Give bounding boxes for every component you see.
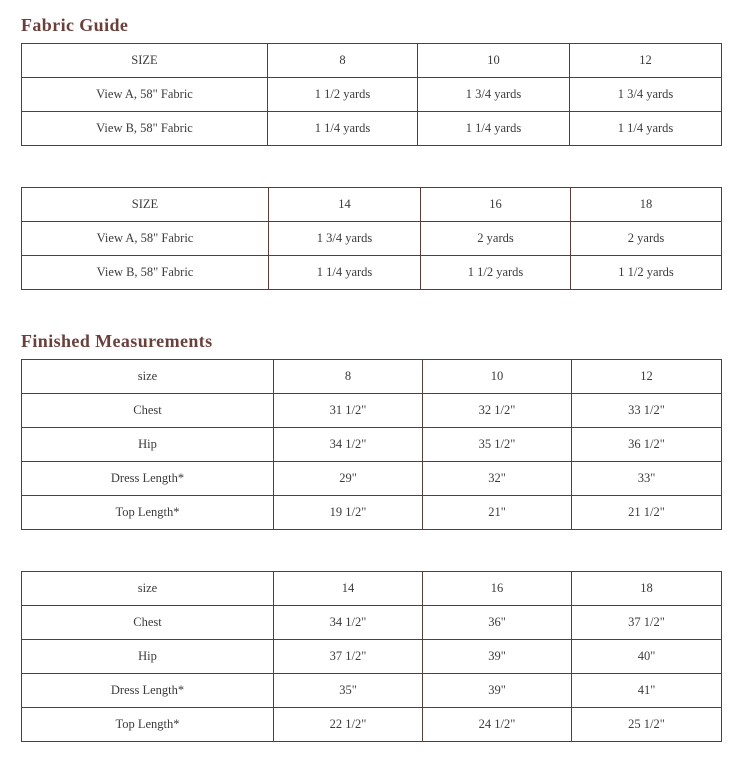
table-cell: 1 1/2 yards — [421, 256, 571, 290]
table-cell: 35 1/2" — [423, 428, 572, 462]
row-label: Chest — [22, 606, 274, 640]
table-cell: 1 1/2 yards — [268, 78, 418, 112]
table-cell: 39" — [423, 674, 572, 708]
header-cell: 16 — [423, 572, 572, 606]
header-cell: size — [22, 572, 274, 606]
row-label: Dress Length* — [22, 462, 274, 496]
table-cell: 25 1/2" — [572, 708, 722, 742]
table-row — [22, 708, 722, 742]
table-cell: 1 1/2 yards — [571, 256, 722, 290]
row-label: View B, 58" Fabric — [22, 256, 269, 290]
table-cell: 34 1/2" — [274, 606, 423, 640]
table-cell: 1 3/4 yards — [570, 78, 722, 112]
row-label: Top Length* — [22, 496, 274, 530]
table-row — [22, 256, 722, 290]
table-cell: 29" — [274, 462, 423, 496]
header-cell: 10 — [423, 360, 572, 394]
table-row — [22, 496, 722, 530]
table-row — [22, 428, 722, 462]
header-cell: 8 — [274, 360, 423, 394]
table-cell: 32" — [423, 462, 572, 496]
table-cell: 31 1/2" — [274, 394, 423, 428]
finished-measurements-heading: Finished Measurements — [21, 331, 213, 351]
table-cell: 39" — [423, 640, 572, 674]
fabric-guide-table-sizes-8-12 — [21, 43, 722, 146]
finished-measurements-table-sizes-14-18 — [21, 571, 722, 742]
row-label: View A, 58" Fabric — [22, 222, 269, 256]
row-label: View A, 58" Fabric — [22, 78, 268, 112]
row-label: Hip — [22, 428, 274, 462]
table-cell: 41" — [572, 674, 722, 708]
header-cell: 14 — [269, 188, 421, 222]
table-cell: 36" — [423, 606, 572, 640]
header-cell: 10 — [418, 44, 570, 78]
header-cell: 8 — [268, 44, 418, 78]
row-label: View B, 58" Fabric — [22, 112, 268, 146]
header-cell: 18 — [572, 572, 722, 606]
table-header-row — [22, 572, 722, 606]
table-row — [22, 112, 722, 146]
header-cell: 12 — [570, 44, 722, 78]
row-label: Chest — [22, 394, 274, 428]
table-row — [22, 222, 722, 256]
header-cell: SIZE — [22, 188, 269, 222]
header-cell: 14 — [274, 572, 423, 606]
table-cell: 21" — [423, 496, 572, 530]
table-cell: 33 1/2" — [572, 394, 722, 428]
table-cell: 2 yards — [421, 222, 571, 256]
table-cell: 33" — [572, 462, 722, 496]
table-cell: 1 1/4 yards — [418, 112, 570, 146]
table-cell: 37 1/2" — [572, 606, 722, 640]
row-label: Hip — [22, 640, 274, 674]
table-cell: 19 1/2" — [274, 496, 423, 530]
header-cell: SIZE — [22, 44, 268, 78]
finished-measurements-table-sizes-8-12 — [21, 359, 722, 530]
table-header-row — [22, 188, 722, 222]
table-cell: 32 1/2" — [423, 394, 572, 428]
table-cell: 24 1/2" — [423, 708, 572, 742]
table-row — [22, 640, 722, 674]
table-cell: 35" — [274, 674, 423, 708]
table-row — [22, 606, 722, 640]
row-label: Top Length* — [22, 708, 274, 742]
table-cell: 36 1/2" — [572, 428, 722, 462]
header-cell: 12 — [572, 360, 722, 394]
table-header-row — [22, 360, 722, 394]
table-cell: 1 3/4 yards — [418, 78, 570, 112]
table-row — [22, 78, 722, 112]
table-cell: 1 1/4 yards — [570, 112, 722, 146]
table-cell: 21 1/2" — [572, 496, 722, 530]
table-cell: 34 1/2" — [274, 428, 423, 462]
table-cell: 2 yards — [571, 222, 722, 256]
table-header-row — [22, 44, 722, 78]
table-row — [22, 462, 722, 496]
header-cell: size — [22, 360, 274, 394]
table-row — [22, 394, 722, 428]
table-row — [22, 674, 722, 708]
fabric-guide-heading: Fabric Guide — [21, 15, 129, 35]
table-cell: 1 3/4 yards — [269, 222, 421, 256]
header-cell: 16 — [421, 188, 571, 222]
table-cell: 1 1/4 yards — [268, 112, 418, 146]
header-cell: 18 — [571, 188, 722, 222]
table-cell: 40" — [572, 640, 722, 674]
table-cell: 37 1/2" — [274, 640, 423, 674]
row-label: Dress Length* — [22, 674, 274, 708]
table-cell: 22 1/2" — [274, 708, 423, 742]
table-cell: 1 1/4 yards — [269, 256, 421, 290]
fabric-guide-table-sizes-14-18 — [21, 187, 722, 290]
